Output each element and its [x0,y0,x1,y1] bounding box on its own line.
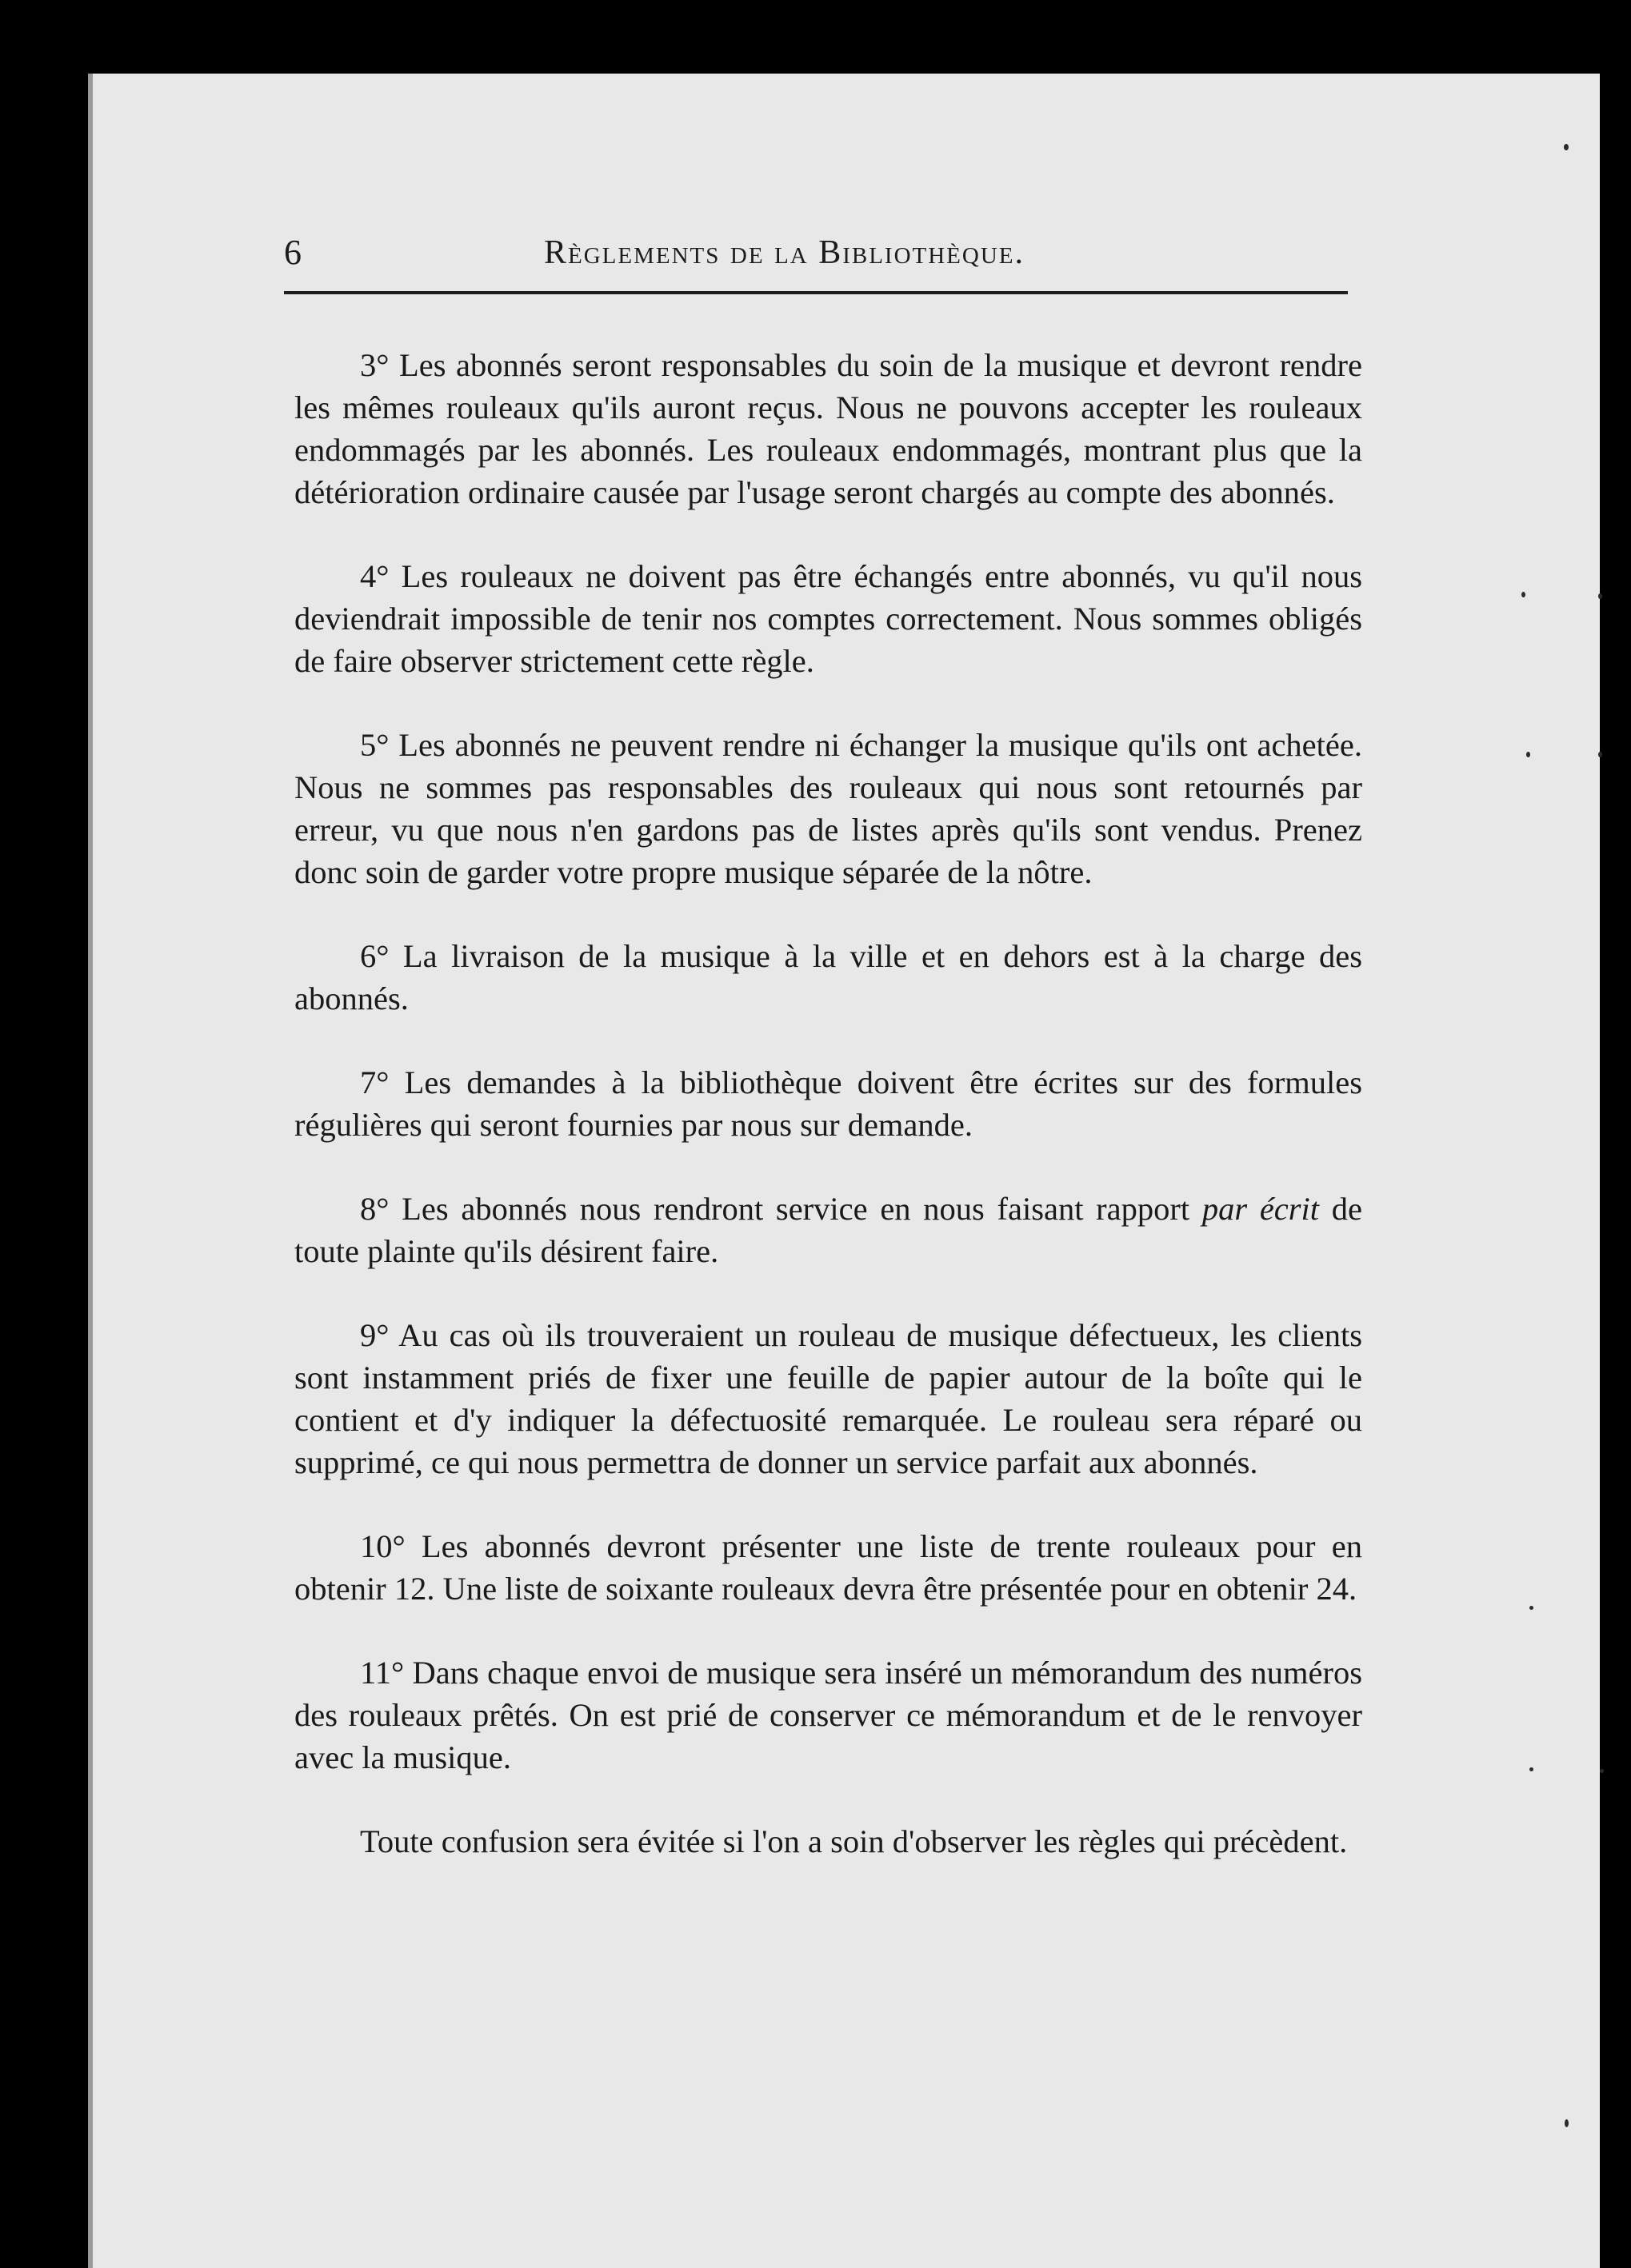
rule-paragraph: 6° La livraison de la musique à la ville et en dehors est à la charge des abonnés. [294,938,1362,1016]
rule-paragraph: 9° Au cas où ils trouveraient un rouleau de musique défectueux, les clients sont instamment priés de fixer une feuille de papier autour de la boîte qui le contient et d'y indiquer la défectuosité remarquée. Le rouleau sera réparé ou supprimé, ce qui nous permettra de donner un service parfait aux abonnés. [294,1317,1362,1480]
closing-paragraph: Toute confusion sera évitée si l'on a soin d'observer les règles qui précèdent. [360,1823,1348,1859]
rule-paragraph: 7° Les demandes à la bibliothèque doivent être écrites sur des formules régulières qui seront fournies par nous sur demande. [294,1064,1362,1143]
scan-speck [1526,752,1530,757]
rule-paragraph: 10° Les abonnés devront présenter une liste de trente rouleaux pour en obtenir 12. Une liste de soixante rouleaux devra être présentée pour en obtenir 24. [294,1528,1362,1607]
rule-paragraph: 5° Les abonnés ne peuvent rendre ni échanger la musique qu'ils ont achetée. Nous ne sommes pas responsables des rouleaux qui nous sont retournés par erreur, vu que nous n'en gardons pas de listes après qu'ils sont vendus. Prenez donc soin de garder votre propre musique séparée de la nôtre. [294,727,1362,890]
header-rule [284,291,1348,294]
scan-speck [1529,1767,1533,1771]
rule-paragraph [294,1188,1362,1272]
page-number: 6 [284,233,302,272]
scan-speck [1521,592,1525,597]
rule-paragraph: 3° Les abonnés seront responsables du soin de la musique et devront rendre les mêmes rouleaux qu'ils auront reçus. Nous ne pouvons accepter les rouleaux endommagés par les abonnés. Les rouleaux endommagés, montrant plus que la détérioration ordinaire causée par l'usage seront chargés au compte des abonnés. [294,347,1362,510]
rule-paragraph: 11° Dans chaque envoi de musique sera inséré un mémorandum des numéros des rouleaux prêtés. On est prié de conserver ce mémorandum et de le renvoyer avec la musique. [294,1655,1362,1775]
body-text [294,344,1362,1863]
rule-text: de toute plainte qu'ils désirent faire. [294,1191,1362,1269]
scan-speck [1598,752,1602,757]
rule-paragraph: 4° Les rouleaux ne doivent pas être échangés entre abonnés, vu qu'il nous deviendrait impossible de tenir nos comptes correctement. Nous sommes obligés de faire observer strictement cette règle. [294,558,1362,679]
scan-speck [1564,144,1569,150]
scan-speck [1565,2119,1569,2127]
emphasized-text: par écrit [1201,1191,1320,1227]
running-title: Règlements de la Bibliothèque. [544,234,1025,271]
scan-speck [1600,1769,1604,1773]
scan-speck [1598,593,1602,599]
scan-speck [1529,1606,1533,1610]
rule-text: 8° Les abonnés nous rendront service en nous faisant rapport [360,1191,1202,1227]
page-header [284,232,1348,288]
